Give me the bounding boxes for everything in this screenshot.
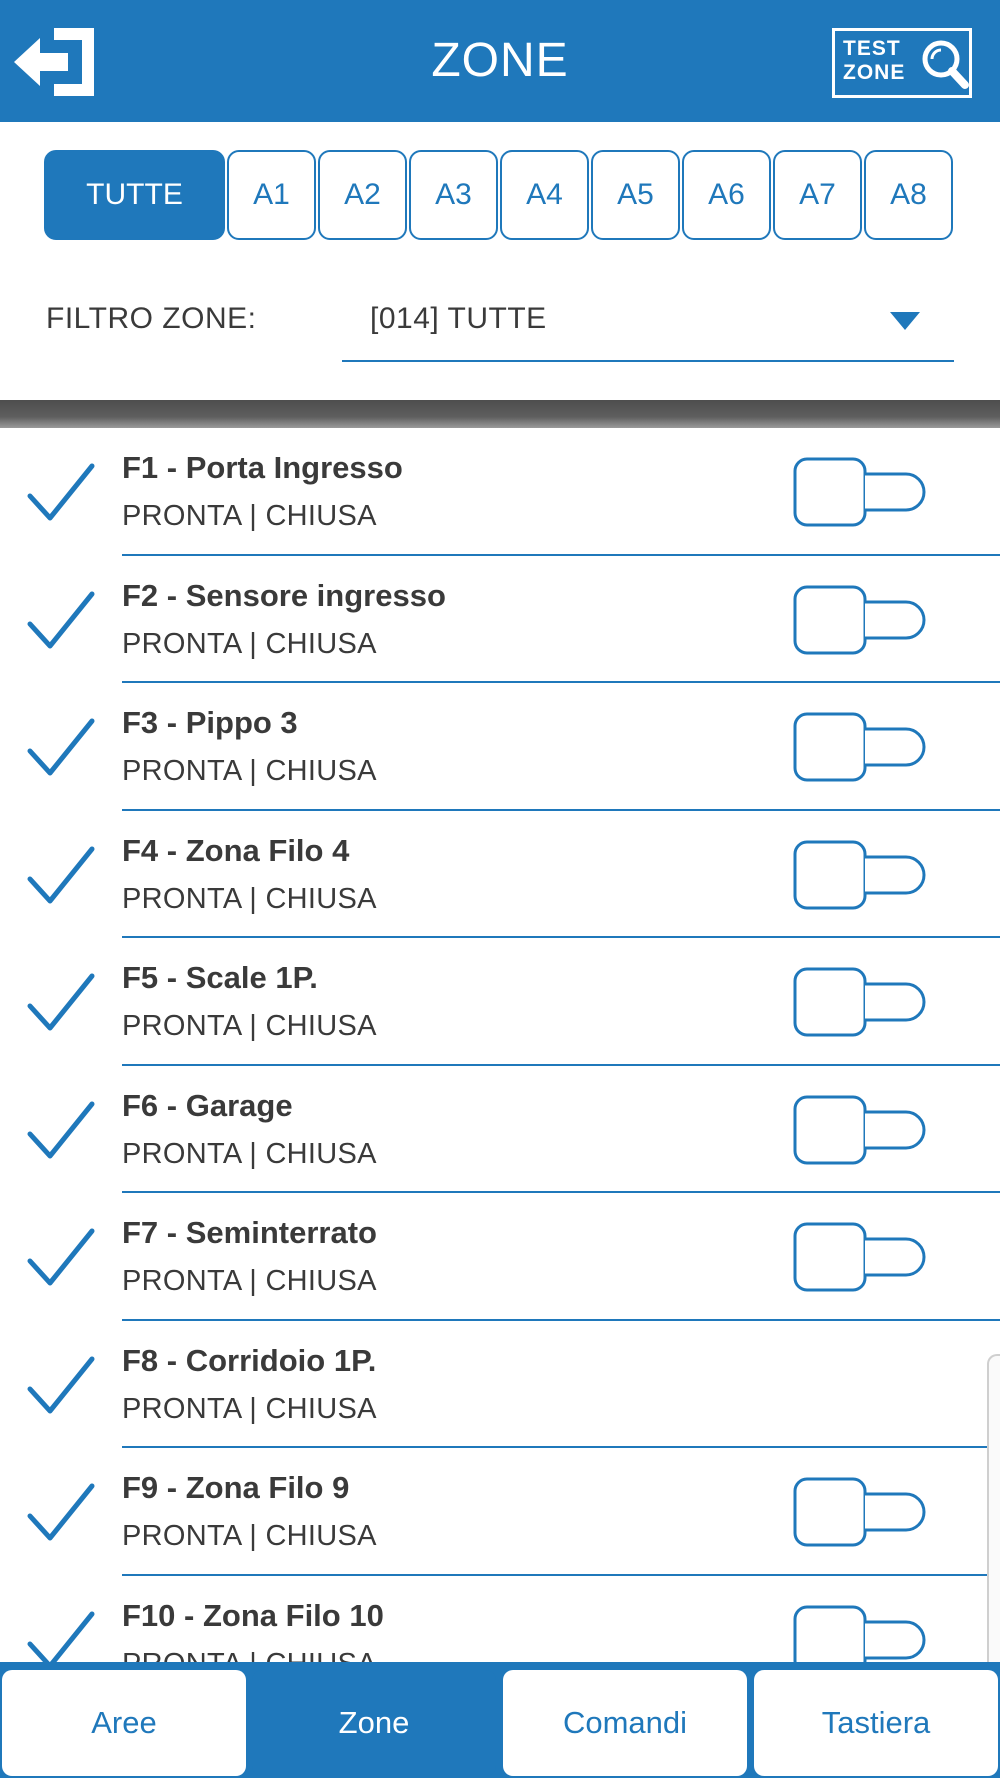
test-zone-button[interactable] bbox=[832, 28, 972, 98]
area-tab-a1[interactable]: A1 bbox=[227, 150, 316, 240]
check-icon bbox=[26, 1098, 96, 1164]
tab-comandi[interactable]: Comandi bbox=[503, 1670, 747, 1776]
app-header bbox=[0, 0, 1000, 122]
zone-row[interactable] bbox=[0, 428, 1000, 556]
bypass-toggle[interactable] bbox=[792, 456, 928, 528]
filter-label: FILTRO ZONE: bbox=[46, 302, 257, 335]
zone-row[interactable] bbox=[0, 1448, 1000, 1576]
area-tab-a8[interactable]: A8 bbox=[864, 150, 953, 240]
test-zone-label-line1: TEST bbox=[843, 37, 901, 60]
dropdown-arrow-icon bbox=[888, 310, 922, 332]
area-tab-a6[interactable]: A6 bbox=[682, 150, 771, 240]
zone-row[interactable] bbox=[0, 683, 1000, 811]
zone-name: F5 - Scale 1P. bbox=[122, 960, 318, 995]
zone-row[interactable] bbox=[0, 556, 1000, 684]
area-tab-a4[interactable]: A4 bbox=[500, 150, 589, 240]
zone-name: F6 - Garage bbox=[122, 1087, 293, 1123]
area-tab-tutte[interactable]: TUTTE bbox=[44, 150, 225, 240]
zone-name: F1 - Porta Ingresso bbox=[122, 450, 403, 485]
check-icon bbox=[26, 1225, 96, 1291]
bypass-toggle[interactable] bbox=[792, 1094, 928, 1166]
zone-row[interactable] bbox=[0, 1193, 1000, 1321]
check-icon bbox=[26, 588, 96, 654]
area-tab-a3[interactable]: A3 bbox=[409, 150, 498, 240]
check-icon bbox=[26, 460, 96, 526]
check-icon bbox=[26, 1480, 96, 1546]
bypass-toggle[interactable] bbox=[792, 1221, 928, 1293]
tab-zone[interactable]: Zone bbox=[252, 1670, 496, 1776]
magnifier-icon bbox=[919, 37, 973, 93]
page-title: ZONE bbox=[431, 34, 569, 87]
zone-row[interactable] bbox=[0, 938, 1000, 1066]
check-icon bbox=[26, 970, 96, 1036]
check-icon bbox=[26, 715, 96, 781]
tab-tastiera[interactable]: Tastiera bbox=[754, 1670, 998, 1776]
zone-filter-select[interactable] bbox=[342, 292, 954, 362]
area-tab-a2[interactable]: A2 bbox=[318, 150, 407, 240]
zone-name: F10 - Zona Filo 10 bbox=[122, 1597, 384, 1633]
zone-status: PRONTA | CHIUSA bbox=[122, 1392, 377, 1425]
bypass-toggle[interactable] bbox=[792, 711, 928, 783]
zone-name: F8 - Corridoio 1P. bbox=[122, 1342, 377, 1378]
area-tab-a5[interactable]: A5 bbox=[591, 150, 680, 240]
check-icon bbox=[26, 1353, 96, 1419]
zone-name: F7 - Seminterrato bbox=[122, 1215, 377, 1250]
zone-name: F9 - Zona Filo 9 bbox=[122, 1470, 350, 1505]
bypass-toggle[interactable] bbox=[792, 1476, 928, 1548]
area-tab-a7[interactable]: A7 bbox=[773, 150, 862, 240]
zone-row[interactable] bbox=[0, 811, 1000, 939]
zone-status: PRONTA | CHIUSA bbox=[122, 1520, 377, 1552]
bottom-tab-bar bbox=[0, 1662, 1000, 1778]
tab-aree[interactable]: Aree bbox=[2, 1670, 246, 1776]
test-zone-label bbox=[843, 37, 905, 85]
zone-status: PRONTA | CHIUSA bbox=[122, 1010, 377, 1042]
zone-status: PRONTA | CHIUSA bbox=[122, 882, 377, 915]
zone-status: PRONTA | CHIUSA bbox=[122, 627, 377, 660]
zone-status: PRONTA | CHIUSA bbox=[122, 755, 377, 787]
zone-name: F3 - Pippo 3 bbox=[122, 705, 298, 740]
check-icon bbox=[26, 843, 96, 909]
bypass-toggle[interactable] bbox=[792, 584, 928, 656]
zone-status: PRONTA | CHIUSA bbox=[122, 1265, 377, 1297]
zone-list[interactable] bbox=[0, 428, 1000, 1656]
bypass-toggle[interactable] bbox=[792, 839, 928, 911]
section-divider bbox=[0, 400, 1000, 428]
test-zone-label-line2: ZONE bbox=[843, 61, 906, 84]
zone-status: PRONTA | CHIUSA bbox=[122, 1137, 377, 1170]
zone-row[interactable] bbox=[0, 1066, 1000, 1194]
zone-name: F4 - Zona Filo 4 bbox=[122, 832, 350, 868]
filter-value: [014] TUTTE bbox=[370, 302, 547, 335]
zone-row[interactable] bbox=[0, 1321, 1000, 1449]
zone-name: F2 - Sensore ingresso bbox=[122, 577, 446, 613]
bypass-toggle[interactable] bbox=[792, 966, 928, 1038]
area-tabs bbox=[44, 150, 954, 242]
zone-status: PRONTA | CHIUSA bbox=[122, 500, 377, 532]
